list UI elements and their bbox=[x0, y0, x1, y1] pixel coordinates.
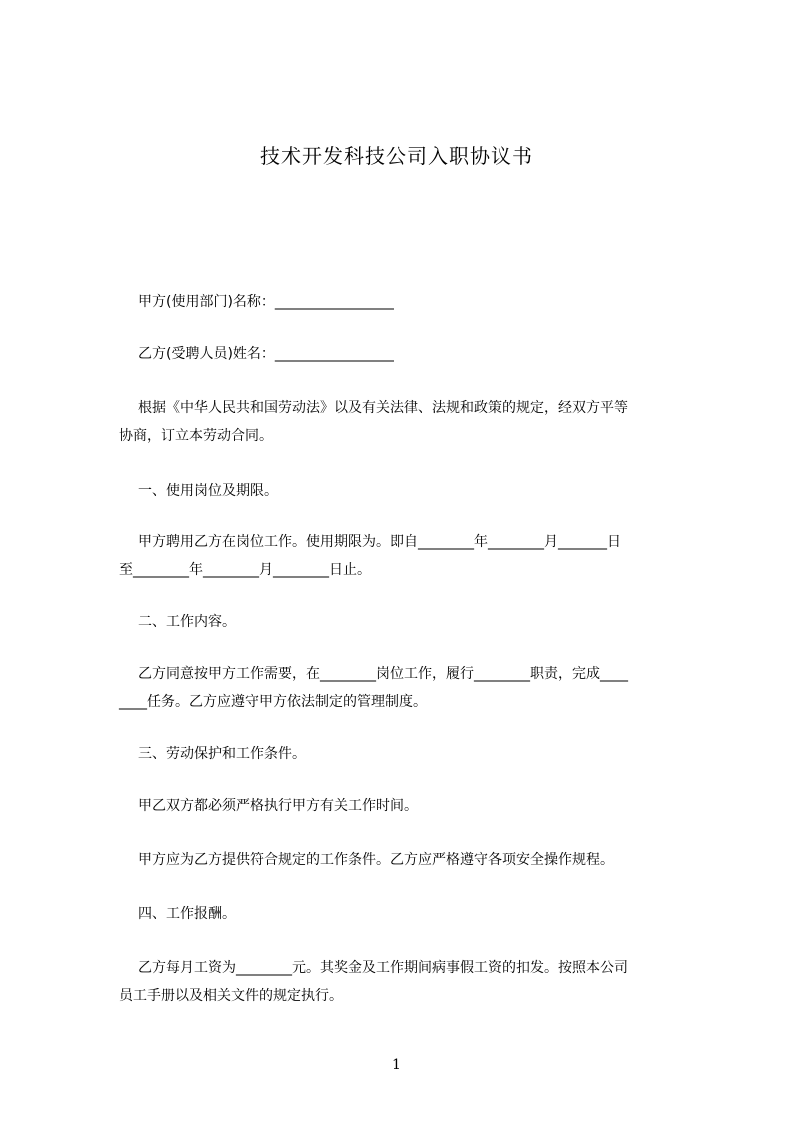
page-number: 1 bbox=[392, 1057, 401, 1073]
section-4-line-1: 乙方每月工资为________元。其奖金及工作期间病事假工资的扣发。按照本公司 bbox=[138, 960, 628, 976]
section-heading-4: 四、工作报酬。 bbox=[138, 906, 236, 922]
preamble-line-2: 协商，订立本劳动合同。 bbox=[119, 428, 273, 444]
section-3-line-1: 甲乙双方都必须严格执行甲方有关工作时间。 bbox=[138, 798, 418, 814]
section-heading-3: 三、劳动保护和工作条件。 bbox=[138, 746, 306, 762]
section-heading-2: 二、工作内容。 bbox=[138, 614, 236, 630]
party-a-name-line: 甲方(使用部门)名称：_________________ bbox=[138, 294, 394, 310]
document-title: 技术开发科技公司入职协议书 bbox=[260, 144, 533, 168]
section-4-line-2: 员工手册以及相关文件的规定执行。 bbox=[119, 988, 343, 1004]
section-heading-1: 一、使用岗位及期限。 bbox=[138, 483, 278, 499]
preamble-line-1: 根据《中华人民共和国劳动法》以及有关法律、法规和政策的规定，经双方平等 bbox=[138, 400, 628, 416]
section-2-line-1: 乙方同意按甲方工作需要，在________岗位工作，履行________职责，完成____ bbox=[138, 666, 628, 682]
section-3-line-2: 甲方应为乙方提供符合规定的工作条件。乙方应严格遵守各项安全操作规程。 bbox=[138, 852, 614, 868]
section-1-line-1: 甲方聘用乙方在岗位工作。使用期限为。即自________年________月_______日 bbox=[138, 534, 621, 550]
section-1-line-2: 至________年________月________日止。 bbox=[119, 562, 371, 578]
section-2-line-2: ____任务。乙方应遵守甲方依法制定的管理制度。 bbox=[119, 694, 427, 710]
party-b-name-line: 乙方(受聘人员)姓名：_________________ bbox=[138, 346, 394, 362]
